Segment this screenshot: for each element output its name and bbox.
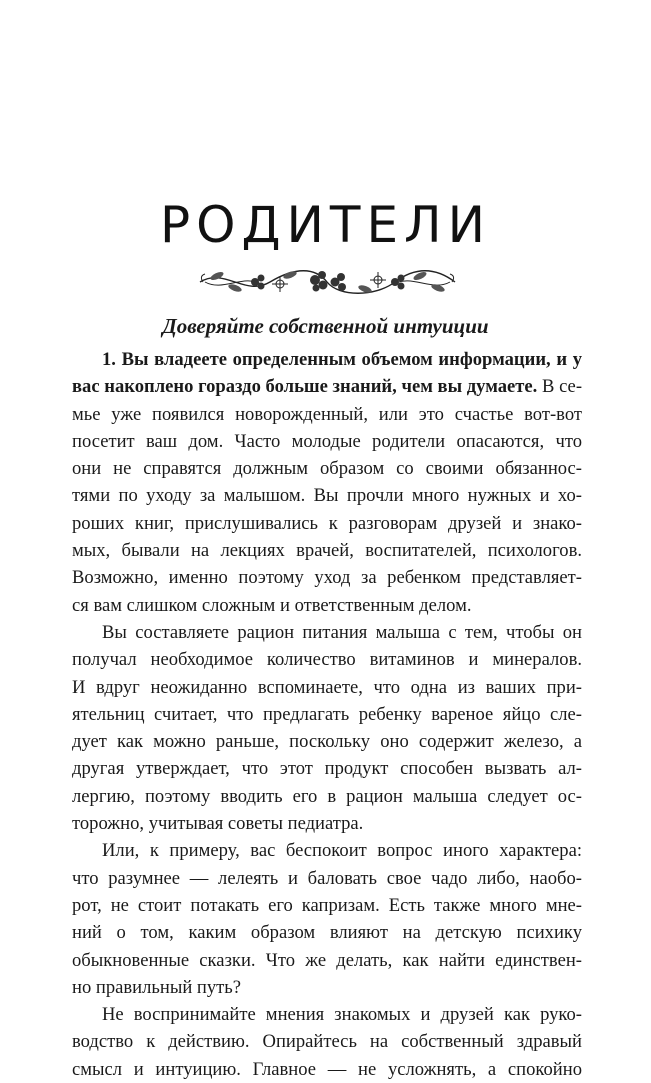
text-line — [72, 455, 582, 482]
text-line — [72, 892, 582, 919]
line-text: ся вам слишком сложным и ответственным делом. — [72, 594, 472, 616]
bold-text: вас накоплено гораздо больше знаний, чем вы думаете. — [72, 376, 538, 398]
text-line — [72, 755, 582, 782]
line-text: но правильный путь? — [72, 976, 242, 998]
text-line — [72, 510, 582, 537]
text-line — [72, 947, 582, 974]
section-title: Доверяйте собственной интуиции — [162, 314, 489, 338]
text-line — [72, 592, 582, 619]
text-line — [72, 373, 582, 400]
text-line — [72, 619, 582, 646]
line-text: И вдруг неожиданно вспоминаете, что одна из ваших при- — [72, 676, 582, 698]
text-line — [72, 564, 582, 591]
line-text: лергию, поэтому вводить его в рацион малыша следует ос- — [72, 785, 582, 807]
text-line — [72, 346, 582, 373]
line-text: что разумнее — лелеять и баловать свое чадо либо, наобо- — [72, 867, 582, 889]
line-text: рот, не стоит потакать его капризам. Есть также много мне- — [72, 894, 582, 916]
text-line — [72, 674, 582, 701]
chapter-title: РОДИТЕЛИ — [159, 196, 492, 254]
line-text: ний о том, каким образом влияют на детскую психику — [72, 922, 582, 944]
line-text: Вы составляете рацион питания малыша с тем, чтобы он — [102, 621, 582, 643]
line-text: мье уже появился новорожденный, или это счастье вот-вот — [72, 403, 582, 425]
line-text: водство к действию. Опирайтесь на собственный здравый — [72, 1031, 582, 1053]
line-text: получал необходимое количество витаминов и минералов. — [72, 649, 582, 671]
line-text: ятельниц считает, что предлагать ребенку вареное яйцо сле- — [72, 703, 582, 725]
bold-text: 1. Вы владеете определенным объемом информации, и у — [102, 349, 582, 370]
text-line — [72, 783, 582, 810]
line-text: они не справятся должным образом со своими обязаннос- — [72, 458, 582, 480]
floral-vine-ornament-icon — [195, 262, 460, 302]
text-line — [72, 728, 582, 755]
text-line — [72, 428, 582, 455]
text-line — [72, 537, 582, 564]
line-text: роших книг, прислушивались к разговорам друзей и знако- — [72, 512, 582, 534]
text-line — [72, 482, 582, 509]
text-line — [72, 1056, 582, 1083]
text-line — [72, 837, 582, 864]
text-line — [72, 1001, 582, 1028]
text-line — [72, 810, 582, 837]
line-text: смысл и интуицию. Главное — не усложнять, а спокойно — [72, 1058, 582, 1080]
text-line — [72, 974, 582, 1001]
line-text: Не воспринимайте мнения знакомых и друзей как руко- — [102, 1004, 582, 1026]
line-text: Или, к примеру, вас беспокоит вопрос иного характера: — [102, 840, 582, 862]
line-text: мых, бывали на лекциях врачей, воспитателей, психологов. — [72, 540, 582, 562]
line-text: тями по уходу за малышом. Вы прочли много нужных и хо- — [72, 485, 582, 507]
line-text: Возможно, именно поэтому уход за ребенком представляет- — [72, 567, 582, 589]
text-line — [72, 865, 582, 892]
line-text: обыкновенные сказки. Что же делать, как найти единствен- — [72, 949, 582, 971]
line-text: торожно, учитывая советы педиатра. — [72, 813, 364, 835]
text-line — [72, 701, 582, 728]
text-line — [72, 1028, 582, 1055]
text-line — [72, 646, 582, 673]
line-text: дует как можно раньше, поскольку оно содержит железо, а — [72, 731, 582, 753]
line-text: другая утверждает, что этот продукт способен вызвать ал- — [72, 758, 582, 780]
line-text: В се- — [537, 376, 583, 398]
line-text: посетит ваш дом. Часто молодые родители опасаются, что — [72, 430, 582, 452]
text-line — [72, 919, 582, 946]
text-line — [72, 401, 582, 428]
body-text — [72, 346, 582, 1083]
